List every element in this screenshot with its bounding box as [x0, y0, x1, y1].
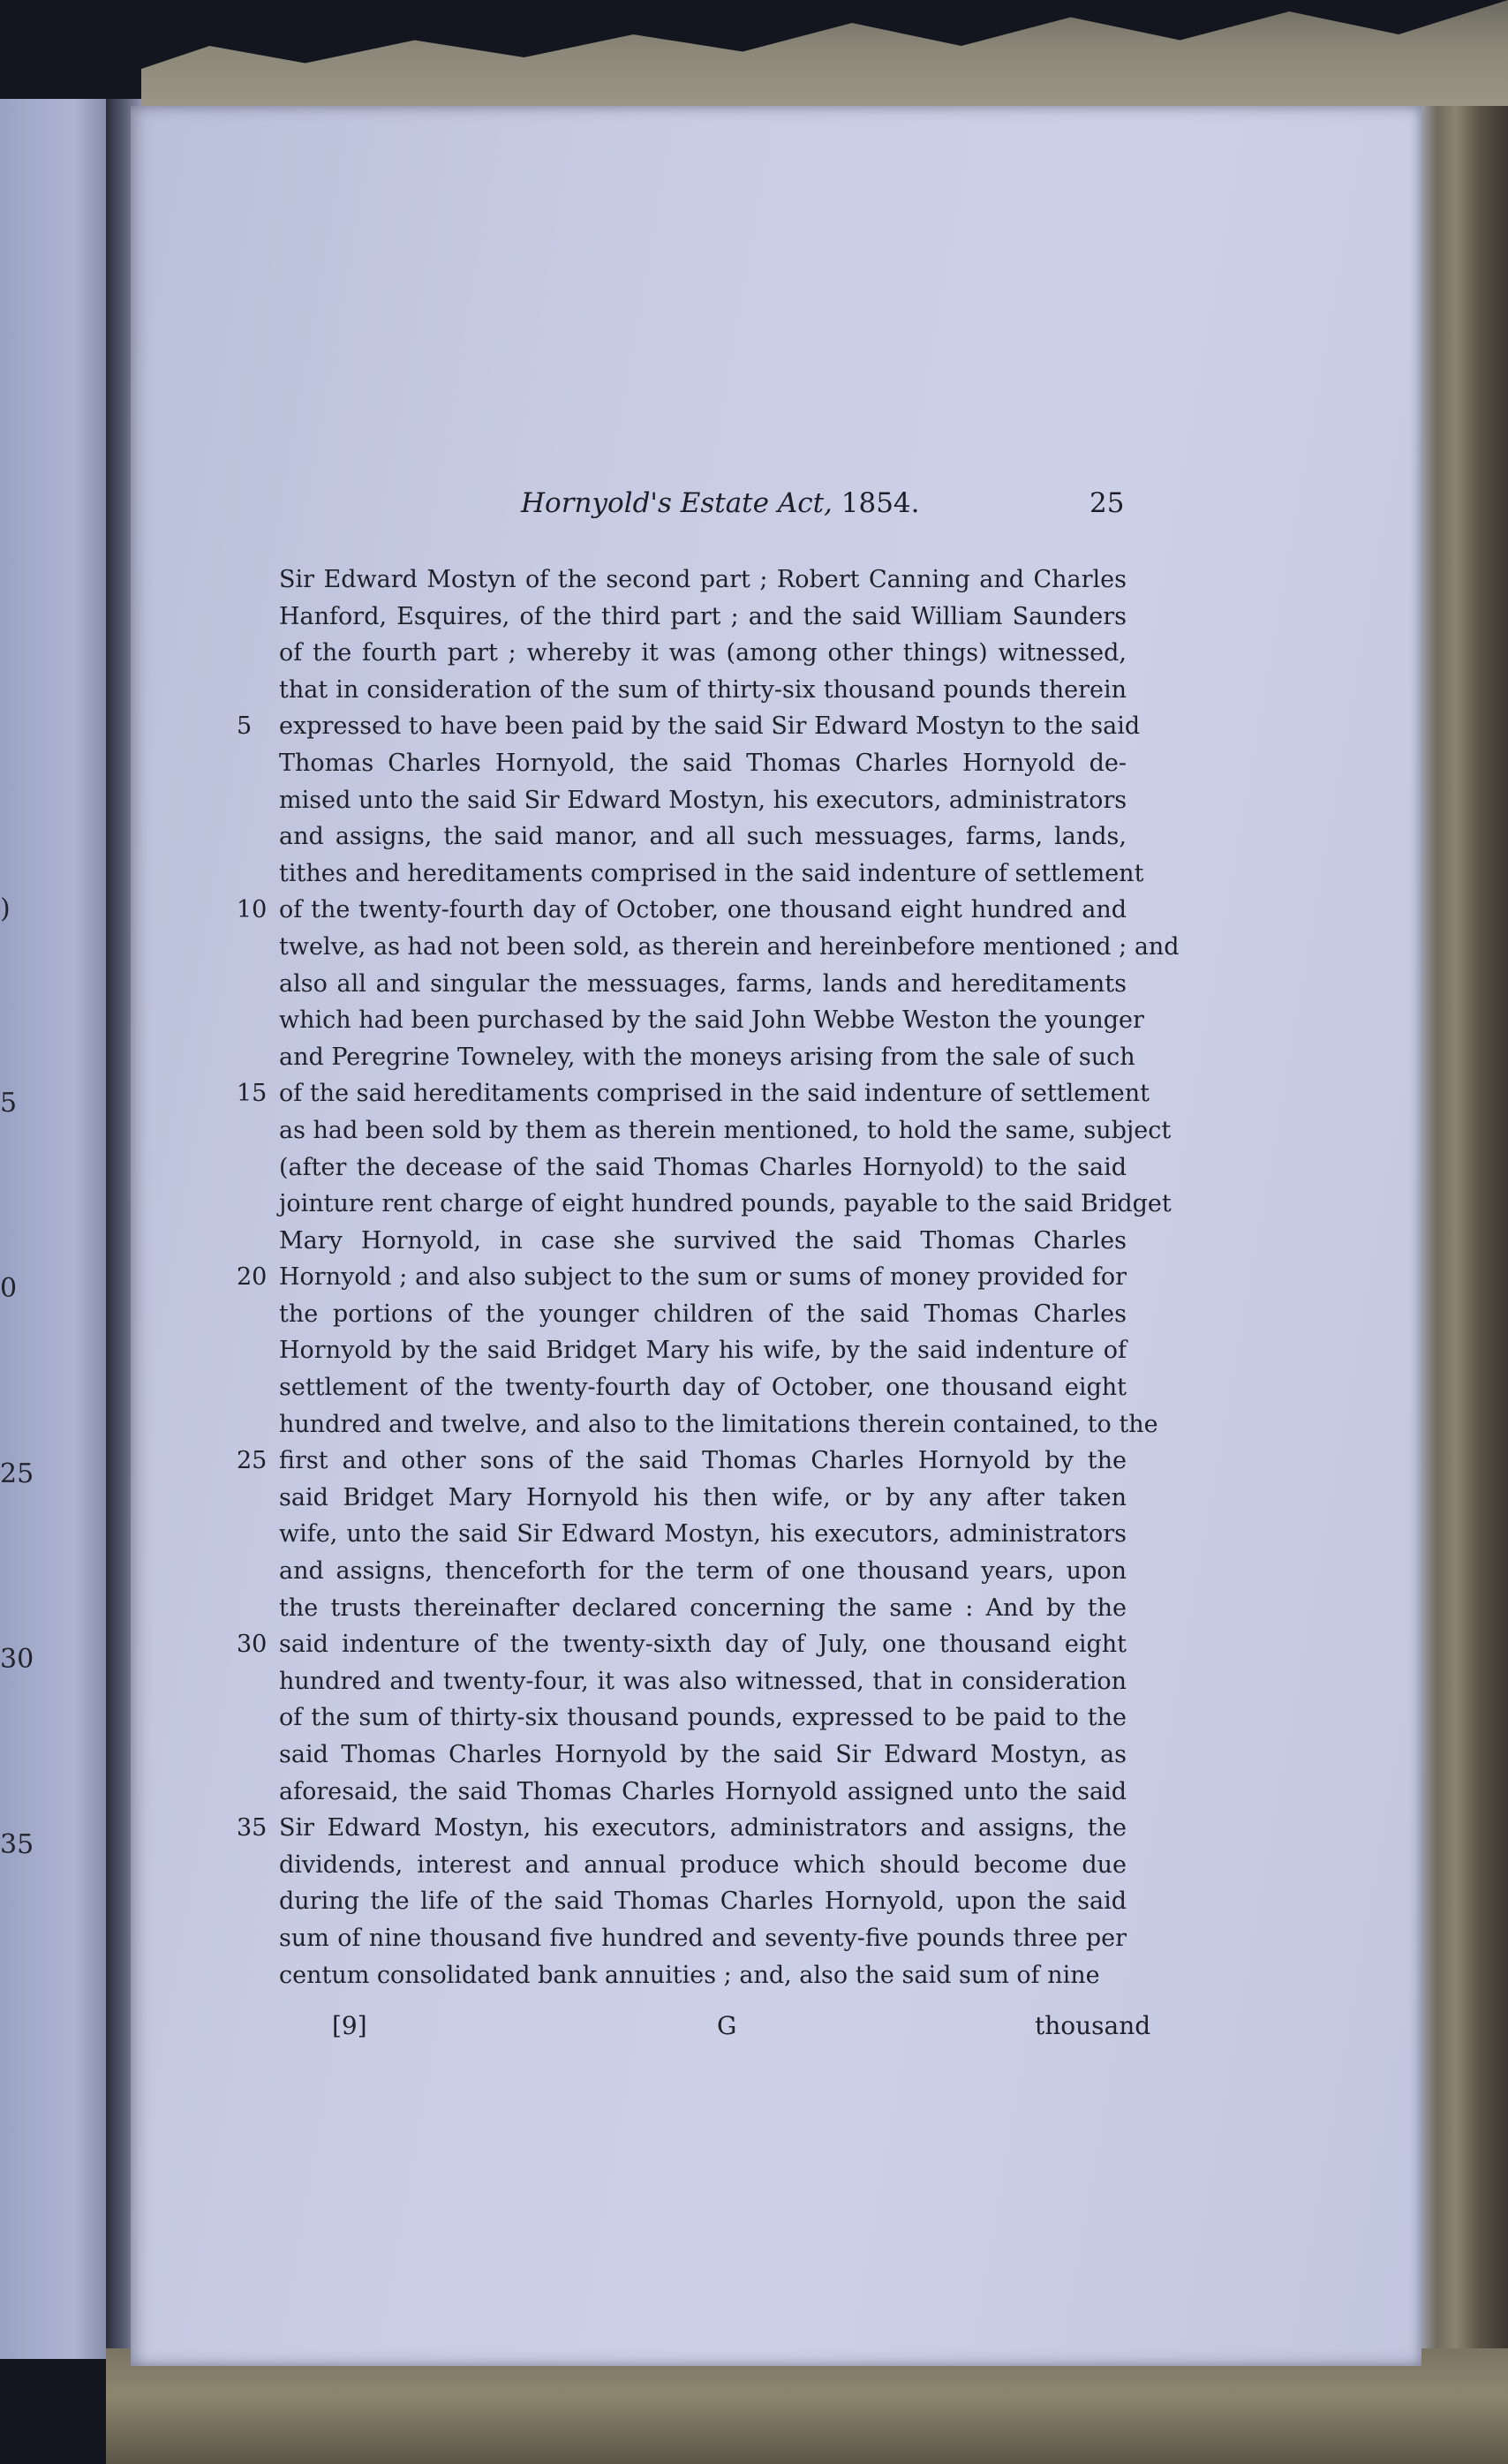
- text-line: jointure rent charge of eight hundred pounds, payable to the said Bridget: [279, 1190, 1172, 1218]
- left-margin-fragment: 30: [0, 1644, 34, 1675]
- torn-top-edge: [141, 0, 1508, 115]
- text-line: Hornyold ; and also subject to the sum or sums of money provided for: [279, 1263, 1127, 1292]
- text-line: mised unto the said Sir Edward Mostyn, his executors, administrators: [279, 786, 1127, 814]
- text-line: the trusts thereinafter declared concerning the same : And by the: [279, 1594, 1127, 1622]
- text-line: said Thomas Charles Hornyold by the said Sir Edward Mostyn, as: [279, 1741, 1127, 1768]
- text-line: twelve, as had not been sold, as therein and hereinbefore mentioned ; and: [279, 932, 1180, 961]
- margin-line-number: 30: [237, 1631, 268, 1659]
- running-header-year: 1854.: [841, 487, 920, 519]
- margin-line-number: 10: [237, 896, 268, 924]
- text-line: said Bridget Mary Hornyold his then wife, or by any after taken: [279, 1483, 1127, 1511]
- text-line: hundred and twenty-four, it was also witnessed, that in consideration: [279, 1667, 1127, 1695]
- text-line: expressed to have been paid by the said Sir Edward Mostyn to the said: [279, 712, 1141, 741]
- body-text: [279, 561, 1180, 1993]
- text-line: tithes and hereditaments comprised in the said indenture of settlement: [279, 859, 1144, 887]
- margin-line-number: 5: [237, 712, 253, 741]
- left-margin-fragment: 35: [0, 1829, 34, 1860]
- signature-letter: G: [717, 2011, 737, 2040]
- text-line: Thomas Charles Hornyold, the said Thomas Charles Hornyold de-: [279, 749, 1127, 777]
- text-line: and Peregrine Towneley, with the moneys arising from the sale of such: [279, 1043, 1135, 1071]
- text-line: (after the decease of the said Thomas Charles Hornyold) to the said: [279, 1153, 1127, 1181]
- signature-mark: [9]: [332, 2011, 367, 2040]
- text-line: of the fourth part ; whereby it was (among other things) witnessed,: [279, 639, 1127, 667]
- text-line: which had been purchased by the said John Webbe Weston the younger: [279, 1006, 1144, 1035]
- text-line: during the life of the said Thomas Charles Hornyold, upon the said: [279, 1888, 1127, 1916]
- text-line: of the said hereditaments comprised in the said indenture of settlement: [279, 1080, 1150, 1108]
- margin-line-number: 20: [237, 1263, 268, 1292]
- left-facing-page: [0, 99, 124, 2359]
- running-header-title: Hornyold's Estate Act,: [521, 487, 833, 519]
- text-line: of the twenty-fourth day of October, one thousand eight hundred and: [279, 896, 1127, 924]
- text-line: Hanford, Esquires, of the third part ; and the said William Saunders: [279, 602, 1127, 630]
- text-line: Hornyold by the said Bridget Mary his wife, by the said indenture of: [279, 1337, 1127, 1365]
- text-line: also all and singular the messuages, farms, lands and hereditaments: [279, 969, 1127, 998]
- left-margin-fragment: 25: [0, 1458, 34, 1489]
- running-header: [521, 487, 920, 519]
- left-margin-fragment: ): [0, 893, 11, 924]
- page-stack-edge: [1413, 106, 1508, 2366]
- text-line: Sir Edward Mostyn, his executors, administrators and assigns, the: [279, 1814, 1127, 1842]
- text-line: said indenture of the twenty-sixth day of July, one thousand eight: [279, 1631, 1127, 1659]
- text-line: the portions of the younger children of the said Thomas Charles: [279, 1300, 1127, 1328]
- margin-line-number: 15: [237, 1080, 268, 1108]
- text-line: sum of nine thousand five hundred and seventy-five pounds three per: [279, 1924, 1127, 1952]
- text-line: Sir Edward Mostyn of the second part ; Robert Canning and Charles: [279, 566, 1127, 593]
- margin-line-number: 25: [237, 1447, 268, 1475]
- text-line: settlement of the twenty-fourth day of October, one thousand eight: [279, 1374, 1127, 1402]
- text-line: as had been sold by them as therein mentioned, to hold the same, subject: [279, 1116, 1172, 1144]
- text-line: that in consideration of the sum of thirty-six thousand pounds therein: [279, 675, 1127, 704]
- text-line: and assigns, the said manor, and all such messuages, farms, lands,: [279, 823, 1127, 851]
- text-line: and assigns, thenceforth for the term of one thousand years, upon: [279, 1557, 1127, 1586]
- text-line: wife, unto the said Sir Edward Mostyn, his executors, administrators: [279, 1520, 1127, 1548]
- text-line: dividends, interest and annual produce which should become due: [279, 1850, 1127, 1879]
- page-number: 25: [1090, 487, 1125, 519]
- left-margin-fragment: 0: [0, 1273, 18, 1304]
- text-line: first and other sons of the said Thomas Charles Hornyold by the: [279, 1447, 1127, 1475]
- text-line: Mary Hornyold, in case she survived the said Thomas Charles: [279, 1226, 1127, 1255]
- left-margin-fragment: 5: [0, 1088, 18, 1119]
- margin-line-number: 35: [237, 1814, 268, 1842]
- text-line: centum consolidated bank annuities ; and, also the said sum of nine: [279, 1961, 1100, 1989]
- catchword: thousand: [1035, 2011, 1151, 2040]
- text-line: hundred and twelve, and also to the limitations therein contained, to the: [279, 1410, 1158, 1438]
- text-line: of the sum of thirty-six thousand pounds, expressed to be paid to the: [279, 1704, 1127, 1732]
- text-line: aforesaid, the said Thomas Charles Hornyold assigned unto the said: [279, 1777, 1127, 1805]
